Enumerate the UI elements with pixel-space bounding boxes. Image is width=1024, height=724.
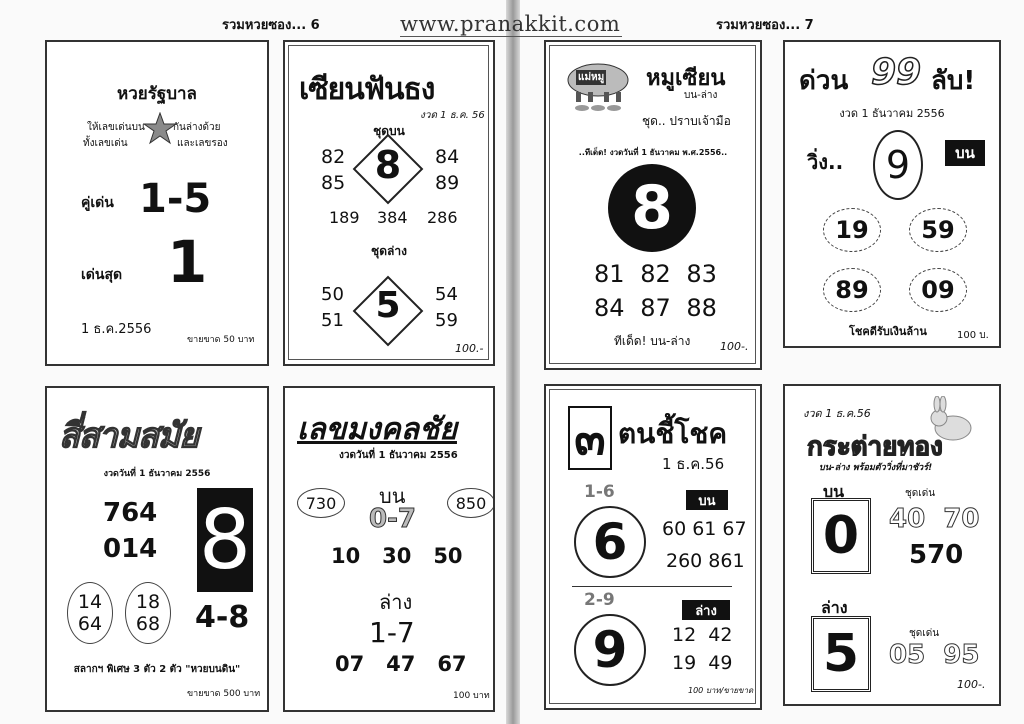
number: 89 [435, 172, 460, 194]
lower-number-circle: 9 [574, 614, 646, 686]
number: 84 [594, 294, 625, 322]
run-number-circle: 9 [873, 130, 923, 200]
price-label: 100-. [957, 678, 986, 691]
site-underline [400, 36, 622, 37]
panel-title: หวยรัฐบาล [117, 84, 197, 104]
upper-label: บน [823, 482, 845, 501]
number: 54 [435, 284, 458, 305]
pair-oval: 89 [823, 268, 881, 312]
logo-label: แม่หมู [578, 72, 605, 83]
triple-number: 384 [377, 208, 408, 227]
lower-range: 2-9 [584, 590, 615, 610]
upper-numbers: 10 30 50 [331, 544, 463, 568]
lower-number-box: 5 [811, 616, 871, 692]
divider [572, 586, 732, 587]
lower-pairs: 05 95 [889, 640, 980, 670]
footer-text: สลากฯ พิเศษ 3 ตัว 2 ตัว "หวยบนดิน" [73, 664, 241, 675]
draw-date: 1 ธ.ค.2556 [81, 322, 152, 337]
number-row [594, 294, 717, 322]
panel-kradai-thong [783, 384, 1001, 706]
draw-date: ..ทีเด็ด! งวดวันที่ 1 ธันวาคม พ.ศ.2556.. [578, 148, 728, 157]
number: 59 [435, 310, 458, 331]
number: 82 [640, 260, 671, 288]
note-text: และเลขรอง [177, 138, 228, 149]
pair-oval [125, 582, 171, 644]
panel-title: สี่สามสมัย [59, 416, 199, 456]
triple-number: 286 [427, 208, 458, 227]
pair-oval: 19 [823, 208, 881, 252]
number: 50 [321, 284, 344, 305]
side-oval: 850 [447, 488, 495, 518]
upper-number-box: 0 [811, 498, 871, 574]
title-part: ลับ! [931, 66, 976, 96]
number: 82 [321, 146, 346, 168]
upper-label: บน [379, 484, 406, 508]
pair-number: 1-5 [139, 176, 212, 222]
draw-date: งวดวันที่ 1 ธันวาคม 2556 [103, 469, 211, 479]
number: 68 [135, 613, 161, 635]
panel-sian-fanthong [283, 40, 495, 366]
best-number: 1 [167, 228, 208, 296]
set-label: ชุดเด่น [909, 628, 940, 639]
panel-lek-mongkol-chai [283, 386, 495, 712]
number: 51 [321, 310, 344, 331]
footer-text: โชคดีรับเงินล้าน [849, 325, 927, 338]
price-label: ขายขาด 500 บาท [187, 689, 261, 699]
main-number-box: 8 [197, 488, 253, 592]
panel-duan-99 [783, 40, 1001, 348]
star-icon [143, 112, 177, 146]
main-number-circle: 8 [608, 164, 696, 252]
lower-numbers: 07 47 67 [335, 652, 467, 676]
triple-number: 764 [103, 498, 158, 528]
upper-tag: บน [686, 490, 728, 510]
lower-label: ล่าง [379, 590, 413, 614]
pair-label: คู่เด่น [81, 195, 114, 211]
side-oval: 730 [297, 488, 345, 518]
number: 84 [435, 146, 460, 168]
draw-date: งวด 1 ธันวาคม 2556 [839, 107, 945, 120]
upper-pair: 0-7 [369, 504, 416, 534]
price-label: 100.- [455, 342, 484, 355]
title-number: 99 [871, 52, 922, 93]
triple-number: 014 [103, 534, 158, 564]
number: 88 [686, 294, 717, 322]
number: 64 [77, 613, 103, 635]
best-label: เด่นสุด [81, 267, 123, 283]
pig-icon [562, 58, 634, 112]
upper-pairs: 40 70 [889, 504, 980, 534]
footer-text: ทีเด็ด! บน-ล่าง [614, 334, 691, 348]
lower-numbers: 19 49 [672, 652, 733, 674]
panel-government-lottery [45, 40, 269, 366]
price-label: 100 บาท [453, 691, 490, 701]
pair-oval [67, 582, 113, 644]
panel-ton-chi-chok [544, 384, 762, 710]
triple-number: 189 [329, 208, 360, 227]
draw-date: งวด 1 ธ.ค.56 [803, 407, 871, 420]
lower-label: ล่าง [821, 598, 848, 617]
panel-title: กระต่ายทอง [807, 432, 943, 462]
title-part: ด่วน [799, 66, 849, 96]
panel-title: เลขมงคลชัย [297, 412, 457, 447]
lower-tag: ล่าง [682, 600, 730, 620]
lower-pair: 1-7 [369, 616, 415, 649]
bottom-set-label: ชุดล่าง [371, 244, 407, 258]
note-text: ทั้งเลขเด่น [83, 138, 128, 149]
set-label: ชุดเด่น [905, 488, 936, 499]
pair-oval: 09 [909, 268, 967, 312]
price-label: ขายขาด 50 บาท [187, 335, 255, 345]
range-number: 4-8 [195, 600, 250, 635]
upper-triple: 570 [909, 540, 964, 570]
lower-numbers: 12 42 [672, 624, 733, 646]
draw-date: งวด 1 ธ.ค. 56 [420, 110, 485, 121]
upper-number-circle: 6 [574, 506, 646, 578]
logo-badge: ๓ [568, 406, 612, 470]
draw-date: งวดวันที่ 1 ธันวาคม 2556 [339, 450, 458, 461]
tagline: ชุด.. ปราบเจ้ามือ [642, 114, 731, 128]
book-spine [506, 0, 520, 724]
note-text: กันล่างด้วย [173, 122, 221, 133]
upper-range: 1-6 [584, 482, 615, 502]
upper-pairs: 60 61 67 [662, 518, 747, 540]
panel-subtitle: บน-ล่าง พร้อมตัววิ่งที่มาชัวร์! [819, 463, 933, 473]
panel-si-sam-samai [45, 386, 269, 712]
pair-oval: 59 [909, 208, 967, 252]
right-page-header: รวมหวยซอง... 7 [716, 18, 814, 33]
number: 87 [640, 294, 671, 322]
top-left-numbers [321, 144, 345, 196]
price-label: 100 บ. [957, 330, 989, 341]
left-page-header: รวมหวยซอง... 6 [222, 18, 320, 33]
bottom-right-numbers [435, 282, 458, 334]
number: 81 [594, 260, 625, 288]
panel-title: หมูเซียน [646, 66, 726, 91]
bottom-left-numbers [321, 282, 344, 334]
bottom-main-number: 5 [375, 285, 401, 326]
panel-subtitle: บน-ล่าง [684, 90, 718, 101]
top-right-numbers [435, 144, 459, 196]
number: 14 [77, 591, 103, 613]
number: 83 [686, 260, 717, 288]
draw-date: 1 ธ.ค.56 [662, 455, 725, 473]
site-watermark: www.pranakkit.com [400, 12, 621, 36]
panel-moo-sian [544, 40, 762, 370]
note-text: ให้เลขเด่นบน [87, 122, 145, 133]
panel-title: เซียนฟันธง [299, 72, 435, 107]
price-label: 100 บาท/ขายขาด [688, 686, 754, 695]
panel-title: ตนชี้โชค [618, 417, 728, 450]
price-label: 100-. [720, 340, 749, 353]
number: 18 [135, 591, 161, 613]
number: 85 [321, 172, 346, 194]
number-row [594, 260, 717, 288]
top-set-label: ชุดบน [373, 124, 405, 138]
top-main-number: 8 [374, 143, 402, 187]
run-label: วิ่ง.. [807, 150, 844, 174]
upper-tag: บน [945, 140, 985, 166]
upper-triples: 260 861 [666, 550, 745, 572]
